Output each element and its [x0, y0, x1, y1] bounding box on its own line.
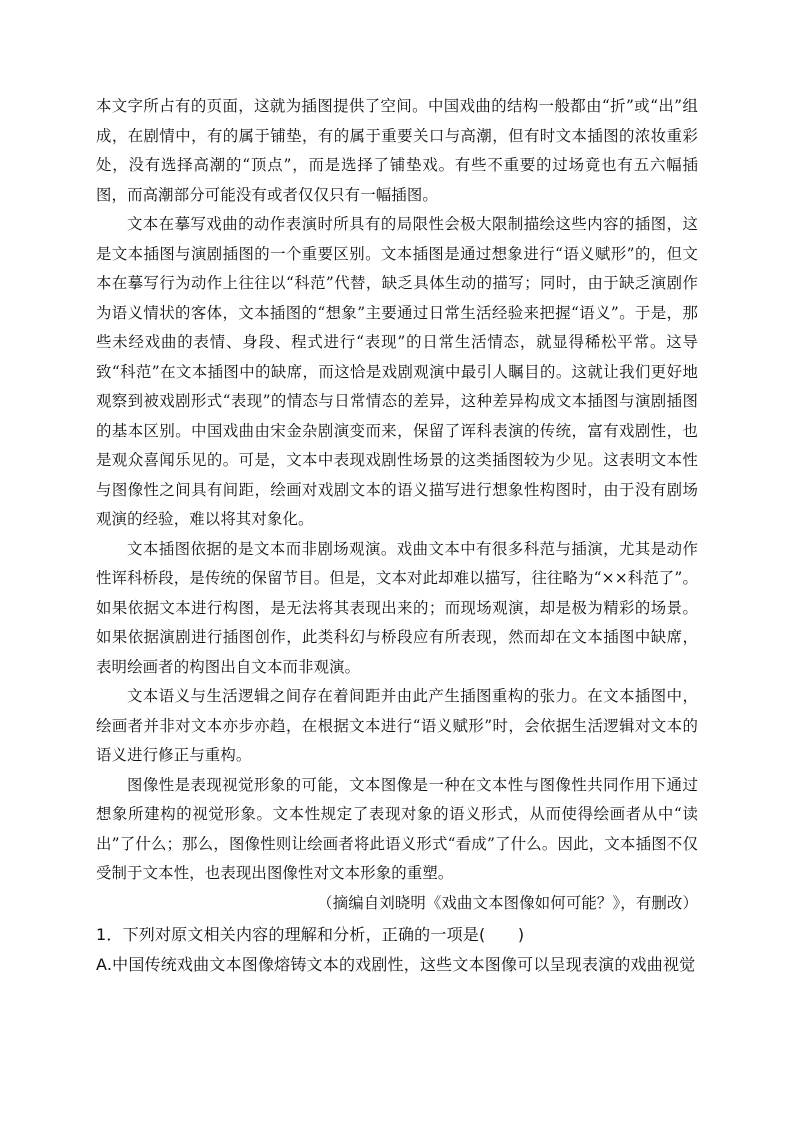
question-stem: 1．下列对原文相关内容的理解和分析，正确的一项是( ) [96, 925, 525, 944]
article-body [96, 92, 698, 918]
article-paragraph-4: 文本语义与生活逻辑之间存在着间距并由此产生插图重构的张力。在文本插图中，绘画者并非对文本亦步亦趋，在根据文本进行“语义赋形”时，会依据生活逻辑对文本的语义进行修正与重构。 [96, 687, 698, 764]
article-paragraph-1: 本文字所占有的页面，这就为插图提供了空间。中国戏曲的结构一般都由“折”或“出”组成，在剧情中，有的属于铺垫，有的属于重要关口与高潮，但有时文本插图的浓妆重彩处，没有选择高潮的“顶点”，而是选择了铺垫戏。有些不重要的过场竟也有五六幅插图，而高潮部分可能没有或者仅仅只有一幅插图。 [96, 97, 698, 204]
article-paragraph-2: 文本在摹写戏曲的动作表演时所具有的局限性会极大限制描绘这些内容的插图，这是文本插图与演剧插图的一个重要区别。文本插图是通过想象进行“语义赋形”的，但文本在摹写行为动作上往往以“科范”代替，缺乏具体生动的描写；同时，由于缺乏演剧作为语义情状的客体，文本插图的“想象”主要通过日常生活经验来把握“语义”。于是，那些未经戏曲的表情、身段、程式进行“表现”的日常生活情态，就显得稀松平常。这导致“科范”在文本插图中的缺席，而这恰是戏剧观演中最引人瞩目的。这就让我们更好地观察到被戏剧形式“表现”的情态与日常情态的差异，这种差异构成文本插图与演剧插图的基本区别。中国戏曲由宋金杂剧演变而来，保留了诨科表演的传统，富有戏剧性，也是观众喜闻乐见的。可是，文本中表现戏剧性场景的这类插图较为少见。这表明文本性与图像性之间具有间距，绘画对戏剧文本的语义描写进行想象性构图时，由于没有剧场观演的经验，难以将其对象化。 [96, 215, 698, 528]
article-paragraph-3: 文本插图依据的是文本而非剧场观演。戏曲文本中有很多科范与插演，尤其是动作性诨科桥段，是传统的保留节目。但是，文本对此却难以描写，往往略为“××科范了”。如果依据文本进行构图，是无法将其表现出来的；而现场观演，却是极为精彩的场景。如果依据演剧进行插图创作，此类科幻与桥段应有所表现，然而却在文本插图中缺席，表明绘画者的构图出自文本而非观演。 [96, 539, 698, 676]
question-block [96, 920, 698, 980]
article-paragraph-5: 图像性是表现视觉形象的可能，文本图像是一种在文本性与图像性共同作用下通过想象所建构的视觉形象。文本性规定了表现对象的语义形式，从而使得绘画者从中“读出”了什么；那么，图像性则让绘画者将此语义形式“看成”了什么。因此，文本插图不仅受制于文本性，也表现出图像性对文本形象的重塑。 [96, 775, 698, 882]
question-option-a: A.中国传统戏曲文本图像熔铸文本的戏剧性，这些文本图像可以呈现表演的戏曲视觉 [96, 955, 696, 974]
article-source-citation: （摘编自刘晓明《戏曲文本图像如何可能？》，有删改） [317, 893, 698, 912]
